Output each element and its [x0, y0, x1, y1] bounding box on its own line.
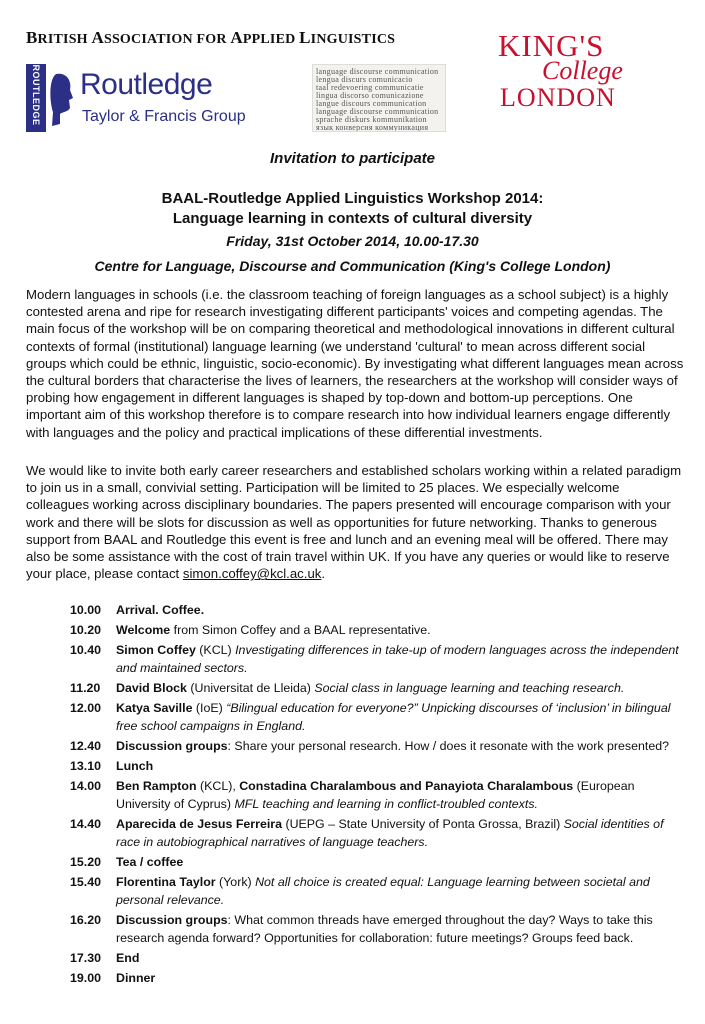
speaker-name: Simon Coffey [116, 643, 196, 657]
kings-line2: College [542, 56, 623, 85]
schedule-row [70, 911, 690, 947]
cldc-line: taal redevoering communicatie [316, 83, 424, 92]
invite-end: . [321, 566, 326, 582]
org-letter: L [299, 28, 311, 47]
org-letter: B [26, 28, 38, 47]
cldc-line: language discourse communication [316, 67, 439, 76]
kings-line1: KING'S [498, 28, 605, 63]
kings-line3: LONDON [500, 83, 616, 112]
workshop-title: BAAL-Routledge Applied Linguistics Workshop 2014: [161, 190, 544, 207]
schedule-time: 15.20 [70, 855, 102, 869]
schedule-row [70, 699, 690, 735]
schedule-time: 19.00 [70, 971, 102, 985]
routledge-subtitle: Taylor & Francis Group [82, 108, 246, 125]
schedule-desc [116, 737, 690, 755]
schedule-desc [116, 969, 690, 987]
schedule-row [70, 757, 690, 775]
speaker-name: Ben Rampton [116, 779, 197, 793]
speaker-affiliation: (European University of Cyprus) [116, 779, 635, 811]
org-letter: A [91, 28, 104, 47]
schedule-desc [116, 601, 690, 619]
routledge-bar [26, 64, 46, 132]
schedule-row [70, 601, 690, 619]
speaker-affiliation: (KCL) [195, 643, 236, 657]
routledge-logo [26, 64, 256, 134]
schedule-desc [116, 949, 690, 967]
speaker-affiliation: (York) [215, 875, 256, 889]
session-title: Dinner [116, 971, 156, 985]
session-detail: : What common threads have emerged throughout the day? Ways to take this research agenda forward? Opportunities for collaboration: future meetings? Groups feed back. [116, 913, 653, 945]
session-title: Tea / coffee [116, 855, 184, 869]
workshop-venue: Centre for Language, Discourse and Communication (King's College London) [94, 258, 611, 274]
org-word: RITISH [37, 32, 92, 47]
speaker-name: Katya Saville [116, 701, 193, 715]
schedule-list [70, 601, 690, 989]
workshop-subtitle: Language learning in contexts of cultural diversity [172, 210, 533, 227]
cldc-line: sprache diskurs kommunikation [316, 115, 427, 124]
speaker-affiliation: (KCL), [196, 779, 240, 793]
session-title: Welcome [116, 623, 171, 637]
invite-paragraph [26, 462, 686, 582]
talk-title: “Bilingual education for everyone?” Unpicking discourses of ‘inclusion’ in bilingual free school campaigns in England. [116, 701, 671, 733]
schedule-row [70, 641, 690, 677]
schedule-time: 15.40 [70, 875, 102, 889]
intro-paragraph: Modern languages in schools (i.e. the classroom teaching of foreign languages as a school subject) is a highly contested arena and ripe for research investigating different participants' voices and competing agendas. The main focus of the workshop will be on comparing theoretical and methodological innovations in different cultural contexts of formal (institutional) language learning (we understand 'cultural' to mean across different social groups which could be ethnic, linguistic, socio-economic). By investigating what different languages mean across the cultural borders that characterise the lives of learners, the researchers at the workshop will consider ways of probing how engagement in different languages is shaped by top-down and bottom-up perceptions. One important aim of this workshop therefore is to compare research into how individual learners engage differently with languages and the policy and practical implications of these differential investments. [26, 287, 684, 440]
schedule-desc [116, 777, 690, 813]
schedule-time: 12.00 [70, 701, 102, 715]
invite-text: We would like to invite both early career researchers and established scholars working within a related paradigm to join us in a small, convivial setting. Participation will be limited to 25 places. We especially welcome colleagues working across disciplinary boundaries. The papers presented will encourage comparison with your work and there will be slots for discussion as well as opportunities for future networking. Thanks to generous support from BAAL and Routledge this event is free and lunch and an evening meal will be offered. There may also be some assistance with the cost of train travel within UK. If you have any queries or would like to reserve your place, please contact [26, 463, 682, 582]
schedule-desc [116, 621, 690, 639]
routledge-name: Routledge [80, 68, 213, 101]
speaker-name: Aparecida de Jesus Ferreira [116, 817, 282, 831]
talk-title: Social class in language learning and teaching research. [314, 681, 625, 695]
talk-title: Not all choice is created equal: Language learning between societal and personal relevance. [116, 875, 650, 907]
speaker-affiliation: (Universitat de Lleida) [186, 681, 315, 695]
workshop-date: Friday, 31st October 2014, 10.00-17.30 [226, 233, 479, 249]
speaker-name: Florentina Taylor [116, 875, 216, 889]
cldc-line: language discourse communication [316, 107, 439, 116]
org-word: PPLIED [242, 32, 300, 47]
session-title: Discussion groups [116, 739, 228, 753]
schedule-time: 14.40 [70, 817, 102, 831]
schedule-row [70, 853, 690, 871]
cldc-line: язык конверсия коммуникация [316, 123, 429, 132]
schedule-row [70, 969, 690, 987]
org-word: SSOCIATION FOR [103, 32, 231, 47]
schedule-time: 10.20 [70, 623, 102, 637]
schedule-row [70, 621, 690, 639]
schedule-desc [116, 853, 690, 871]
session-title: End [116, 951, 140, 965]
schedule-time: 10.00 [70, 603, 102, 617]
session-title: Lunch [116, 759, 154, 773]
speaker-affiliation: (IoE) [192, 701, 227, 715]
routledge-vertical-text: ROUTLEDGE [31, 64, 41, 126]
talk-title: Investigating differences in take-up of modern languages across the independent and maintained sectors. [116, 643, 679, 675]
schedule-time: 14.00 [70, 779, 102, 793]
invitation-heading: Invitation to participate [269, 150, 435, 167]
schedule-desc [116, 699, 690, 735]
schedule-time: 10.40 [70, 643, 102, 657]
org-word: INGUISTICS [310, 32, 396, 47]
schedule-time: 17.30 [70, 951, 102, 965]
session-detail: : Share your personal research. How / does it resonate with the work presented? [227, 739, 670, 753]
schedule-time: 13.10 [70, 759, 102, 773]
session-detail: from Simon Coffey and a BAAL representative. [170, 623, 431, 637]
org-letter: A [230, 28, 243, 47]
schedule-time: 11.20 [70, 681, 101, 695]
schedule-row [70, 679, 690, 697]
schedule-time: 16.20 [70, 913, 102, 927]
talk-title: Social identities of race in autobiographical narratives of language teachers. [116, 817, 664, 849]
schedule-row [70, 777, 690, 813]
speaker-name: Constadina Charalambous and Panayiota Charalambous [239, 779, 574, 793]
schedule-row [70, 737, 690, 755]
speaker-name: David Block [116, 681, 187, 695]
schedule-desc [116, 911, 690, 947]
session-title: Arrival. Coffee. [116, 603, 205, 617]
schedule-desc [116, 757, 690, 775]
speaker-affiliation: (UEPG – State University of Ponta Grossa, Brazil) [282, 817, 564, 831]
schedule-desc [116, 815, 690, 851]
schedule-row [70, 873, 690, 909]
routledge-head-icon [50, 70, 74, 128]
talk-title: MFL teaching and learning in conflict-troubled contexts. [234, 797, 538, 811]
schedule-desc [116, 873, 690, 909]
cldc-line: lingua discorso comunicazione [316, 91, 424, 100]
contact-email-link[interactable]: simon.coffey@kcl.ac.uk [182, 566, 322, 582]
baal-org-name [26, 28, 395, 48]
schedule-time: 12.40 [70, 739, 102, 753]
schedule-desc [116, 641, 690, 677]
cldc-line: lengua discurs comunicacio [316, 75, 413, 84]
session-title: Discussion groups [116, 913, 228, 927]
cldc-logo [312, 64, 446, 132]
schedule-row [70, 815, 690, 851]
kings-college-logo [498, 28, 633, 110]
schedule-row [70, 949, 690, 967]
schedule-desc [116, 679, 690, 697]
cldc-line: langue discours communication [316, 99, 427, 108]
